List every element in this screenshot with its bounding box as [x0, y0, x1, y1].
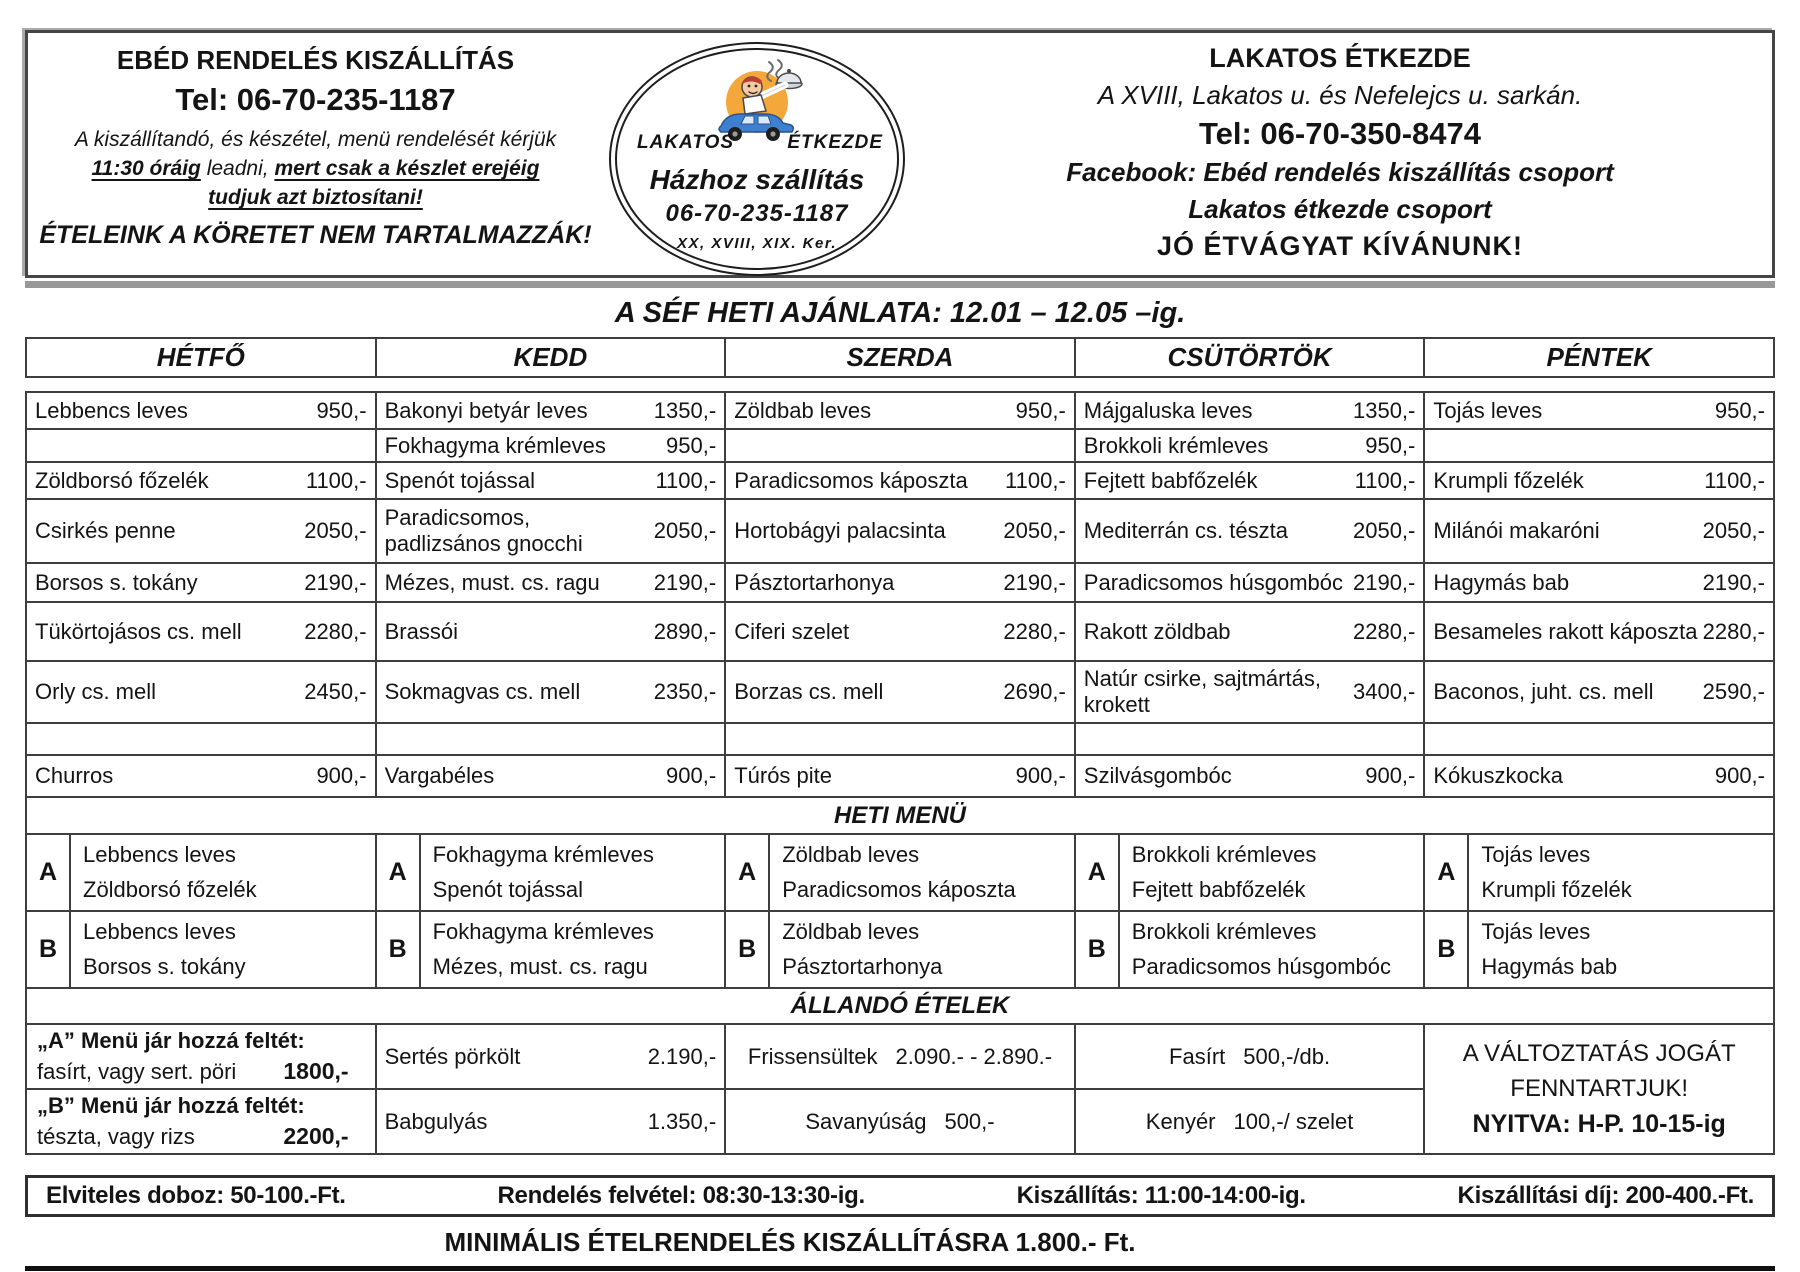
dish-price: 900,-: [1714, 763, 1765, 788]
logo-districts: XX, XVIII, XIX. Ker.: [676, 235, 838, 252]
set-menu-a-monday: [26, 834, 376, 911]
set-menu-item: Tojás leves: [1481, 842, 1591, 867]
weekly-offer-title: A SÉF HETI AJÁNLATA: 12.01 – 12.05 –ig.: [614, 297, 1186, 329]
bottom-rule: [25, 1266, 1775, 1271]
dish-name: Orly cs. mell: [35, 679, 156, 705]
standing-dish-cell: [376, 1089, 726, 1154]
set-menu-item: Hagymás bab: [1481, 954, 1618, 979]
menu-a-price: 1800,-: [283, 1058, 349, 1084]
order-note-mid: leadni,: [206, 157, 269, 180]
delivery-hours: Kiszállítás: 11:00-14:00-ig.: [1016, 1182, 1306, 1209]
no-side-dish-note: ÉTELEINK A KÖRETET NEM TARTALMAZZÁK!: [39, 221, 592, 249]
dish-price: 2280,-: [1003, 618, 1066, 644]
dish-name: Pásztortarhonya: [734, 569, 895, 595]
set-menu-item: Fejtett babfőzelék: [1131, 877, 1306, 902]
menu-cell: [1075, 723, 1425, 755]
facebook-group-1: Facebook: Ebéd rendelés kiszállítás csoport: [1066, 157, 1614, 187]
logo-area: [603, 33, 908, 275]
menu-cell: [26, 723, 376, 755]
dish-price: 950,-: [1365, 432, 1416, 458]
set-menu-item: Brokkoli krémleves: [1131, 919, 1317, 944]
set-menu-b-wednesday: [725, 911, 1075, 988]
menu-cell: [1424, 462, 1774, 499]
menu-cell: [1424, 723, 1774, 755]
dish-price: 950,-: [1714, 397, 1765, 423]
dish-price: 900,-: [316, 763, 367, 788]
set-menu-item: Lebbencs leves: [83, 842, 236, 867]
dish-price: 2190,-: [1003, 569, 1066, 595]
set-menu-item: Krumpli főzelék: [1481, 877, 1632, 902]
menu-letter-a: A: [27, 835, 71, 910]
menu-cell: [26, 755, 376, 797]
menu-cell: [1424, 602, 1774, 661]
menu-b-price: 2200,-: [283, 1123, 349, 1149]
menu-cell: [725, 392, 1075, 429]
set-menu-item: Zöldborsó főzelék: [83, 877, 257, 902]
dish-name: Paradicsomos, padlizsános gnocchi: [384, 505, 583, 556]
menu-cell: [725, 563, 1075, 602]
dish-name: Vargabéles: [384, 763, 495, 789]
dish-name: Borzas cs. mell: [734, 679, 884, 705]
menu-letter-a: A: [1425, 835, 1469, 910]
menu-cell: [1075, 462, 1425, 499]
set-menu-a-wednesday: [725, 834, 1075, 911]
dish-name: Túrós pite: [734, 763, 833, 789]
menu-cell: [376, 723, 726, 755]
menu-a-topping-desc: fasírt, vagy sert. pöri: [37, 1059, 237, 1084]
dish-name: Bakonyi betyár leves: [384, 397, 588, 423]
day-header-friday: PÉNTEK: [1424, 338, 1774, 377]
menu-cell: [725, 661, 1075, 723]
menu-cell: [1424, 429, 1774, 462]
set-menu-item: Lebbencs leves: [83, 919, 236, 944]
menu-cell: [26, 499, 376, 563]
set-menu-item: Spenót tojással: [432, 877, 584, 902]
dish-name: Babgulyás: [384, 1108, 488, 1134]
bon-appetit-note: JÓ ÉTVÁGYAT KÍVÁNUNK!: [1156, 231, 1524, 261]
dish-name: Fejtett babfőzelék: [1083, 467, 1258, 493]
dish-price: 1100,-: [1005, 467, 1066, 493]
dish-name: Kókuszkocka: [1433, 763, 1563, 789]
dish-price: 2280,-: [1352, 618, 1416, 644]
dish-price: 1100,-: [1704, 467, 1765, 493]
menu-cell: [1075, 429, 1425, 462]
dish-price: 1100,-: [305, 467, 367, 493]
set-menu-b-tuesday: [376, 911, 726, 988]
set-menu-a-tuesday: [376, 834, 726, 911]
menu-cell: [26, 392, 376, 429]
dish-name: Tojás leves: [1433, 397, 1543, 423]
dish-name: Fokhagyma krémleves: [384, 432, 606, 458]
dish-name: Savanyúság: [805, 1108, 927, 1134]
dish-price: 500,-: [944, 1108, 995, 1134]
menu-cell: [376, 755, 726, 797]
dish-name: Hortobágyi palacsinta: [734, 518, 946, 544]
dish-name: Fasírt: [1169, 1043, 1226, 1069]
dish-name: Krumpli főzelék: [1433, 467, 1584, 493]
set-menu-item: Borsos s. tokány: [83, 954, 246, 979]
menu-a-topping-cell: [26, 1024, 376, 1089]
dish-price: 2450,-: [304, 679, 367, 704]
dish-name: Zöldborsó főzelék: [35, 467, 209, 493]
header-box: [25, 30, 1775, 278]
menu-cell: [1075, 499, 1425, 563]
day-header-thursday: CSÜTÖRTÖK: [1075, 338, 1425, 377]
dish-price: 1.350,-: [647, 1108, 717, 1134]
dish-name: Churros: [35, 763, 114, 789]
dish-price: 2280,-: [304, 618, 367, 644]
set-menu-item: Pásztortarhonya: [782, 954, 943, 979]
delivery-phone: Tel: 06-70-235-1187: [175, 82, 456, 117]
set-menu-b-friday: [1424, 911, 1774, 988]
menu-b-topping-title: „B” Menü jár hozzá feltét:: [37, 1093, 305, 1118]
weekly-menu-table: [25, 391, 1775, 1155]
dish-name: Lebbencs leves: [35, 397, 188, 423]
menu-cell: [1424, 755, 1774, 797]
set-menu-a-thursday: [1075, 834, 1425, 911]
menu-cell: [1075, 661, 1425, 723]
set-menu-item: Tojás leves: [1481, 919, 1591, 944]
dish-price: 2190,-: [1702, 569, 1765, 595]
dish-price: 1350,-: [1352, 397, 1416, 423]
day-header-wednesday: SZERDA: [725, 338, 1075, 377]
footer-info-bar: [25, 1175, 1775, 1217]
dish-name: Májgaluska leves: [1083, 397, 1253, 423]
order-note-line1: A kiszállítandó, és készétel, menü rendelését kérjük: [74, 128, 557, 151]
dish-name: Besameles rakott káposzta: [1433, 618, 1698, 644]
dish-name: Brokkoli krémleves: [1083, 432, 1269, 458]
standing-dishes-label: ÁLLANDÓ ÉTELEK: [26, 988, 1774, 1024]
menu-cell: [725, 755, 1075, 797]
menu-letter-a: A: [377, 835, 421, 910]
header-shadow-band: [25, 281, 1775, 288]
dish-price: 900,-: [1015, 763, 1066, 788]
dish-price: 2590,-: [1702, 679, 1765, 704]
menu-cell: [26, 462, 376, 499]
menu-cell: [376, 661, 726, 723]
dish-price: 2.190,-: [647, 1043, 717, 1069]
dish-price: 2280,-: [1702, 618, 1765, 644]
menu-letter-b: B: [1076, 912, 1120, 987]
dish-price: 900,-: [666, 763, 717, 788]
menu-cell: [725, 429, 1075, 462]
dish-price: 1100,-: [655, 467, 717, 493]
set-menu-item: Fokhagyma krémleves: [432, 919, 654, 944]
menu-cell: [376, 392, 726, 429]
menu-cell: [1075, 563, 1425, 602]
menu-letter-a: A: [1076, 835, 1120, 910]
logo-word-lakatos: LAKATOS: [637, 132, 735, 153]
order-note-line3: tudjuk azt biztosítani!: [208, 186, 423, 209]
takeaway-box-fee: Elviteles doboz: 50-100.-Ft.: [46, 1182, 346, 1209]
set-menu-item: Zöldbab leves: [782, 919, 920, 944]
logo-oval: [609, 42, 905, 276]
dish-price: 2050,-: [653, 518, 717, 543]
dish-name: Szilvásgombóc: [1083, 763, 1232, 789]
menu-cell: [376, 499, 726, 563]
menu-cell: [26, 429, 376, 462]
dish-price: 500,-/db.: [1243, 1043, 1331, 1069]
logo-tagline: Házhoz szállítás: [649, 164, 865, 195]
dish-name: Kenyér: [1145, 1108, 1216, 1134]
dish-price: 100,-/ szelet: [1233, 1108, 1354, 1134]
logo-phone: 06-70-235-1187: [665, 200, 849, 227]
menu-letter-b: B: [726, 912, 770, 987]
menu-cell: [725, 499, 1075, 563]
menu-cell: [376, 462, 726, 499]
menu-b-topping-desc: tészta, vagy rizs: [37, 1124, 195, 1149]
menu-cell: [725, 723, 1075, 755]
dish-name: Spenót tojással: [384, 467, 536, 493]
dish-price: 900,-: [1365, 763, 1416, 788]
restaurant-name: LAKATOS ÉTKEZDE: [1209, 43, 1471, 73]
dish-name: Ciferi szelet: [734, 618, 850, 644]
set-menu-item: Zöldbab leves: [782, 842, 920, 867]
menu-cell: [725, 462, 1075, 499]
dish-name: Frissensültek: [747, 1043, 878, 1069]
standing-dish-cell: [1075, 1089, 1425, 1154]
dish-price: 2050,-: [1352, 518, 1416, 543]
deadline-text: 11:30 óráig: [91, 157, 201, 180]
menu-cell: [1424, 563, 1774, 602]
menu-letter-b: B: [1425, 912, 1469, 987]
set-menu-b-thursday: [1075, 911, 1425, 988]
dish-name: Hagymás bab: [1433, 569, 1570, 595]
standing-dish-cell: [376, 1024, 726, 1089]
facebook-group-2: Lakatos étkezde csoport: [1188, 194, 1492, 224]
dish-price: 950,-: [316, 397, 367, 423]
menu-cell: [725, 602, 1075, 661]
day-header-tuesday: KEDD: [376, 338, 726, 377]
dish-price: 950,-: [666, 432, 717, 458]
change-notice-line1: A VÁLTOZTATÁS JOGÁT: [1462, 1039, 1736, 1067]
minimum-order-line: MINIMÁLIS ÉTELRENDELÉS KISZÁLLÍTÁSRA 1.800.- Ft.: [444, 1227, 1136, 1257]
dish-price: 2690,-: [1003, 679, 1066, 704]
menu-b-topping-cell: [26, 1089, 376, 1154]
dish-name: Milánói makaróni: [1433, 518, 1600, 544]
menu-a-topping-title: „A” Menü jár hozzá feltét:: [37, 1028, 305, 1053]
dish-price: 2190,-: [653, 569, 717, 595]
menu-cell: [1424, 392, 1774, 429]
day-header-monday: HÉTFŐ: [26, 338, 376, 377]
day-header-table: [25, 337, 1775, 378]
menu-cell: [376, 563, 726, 602]
standing-dish-cell: [725, 1089, 1075, 1154]
opening-hours: NYITVA: H-P. 10-15-ig: [1472, 1109, 1726, 1138]
set-menu-b-monday: [26, 911, 376, 988]
delivery-heading: EBÉD RENDELÉS KISZÁLLÍTÁS: [116, 45, 515, 75]
dish-price: 2350,-: [653, 679, 717, 704]
dish-name: Zöldbab leves: [734, 397, 872, 423]
dish-price: 2050,-: [1702, 518, 1765, 543]
dish-name: Brassói: [384, 618, 458, 644]
set-menu-item: Paradicsomos húsgombóc: [1131, 954, 1392, 979]
menu-cell: [1075, 602, 1425, 661]
standing-dish-cell: [1075, 1024, 1425, 1089]
delivery-fee: Kiszállítási díj: 200-400.-Ft.: [1457, 1182, 1754, 1209]
set-menu-item: Mézes, must. cs. ragu: [432, 954, 648, 979]
set-menu-a-friday: [1424, 834, 1774, 911]
menu-letter-a: A: [726, 835, 770, 910]
dish-price: 2190,-: [304, 569, 367, 595]
order-taking-hours: Rendelés felvétel: 08:30-13:30-ig.: [497, 1182, 865, 1209]
dish-price: 3400,-: [1352, 679, 1416, 704]
menu-cell: [1075, 755, 1425, 797]
dish-price: 2.090.- - 2.890.-: [895, 1043, 1053, 1069]
menu-cell: [1424, 499, 1774, 563]
dish-name: Sokmagvas cs. mell: [384, 679, 581, 705]
restaurant-phone: Tel: 06-70-350-8474: [1198, 116, 1482, 151]
menu-letter-b: B: [27, 912, 71, 987]
set-menu-item: Paradicsomos káposzta: [782, 877, 1016, 902]
dish-price: 1350,-: [653, 397, 717, 423]
stock-warning-text: mert csak a készlet erejéig: [274, 157, 540, 180]
menu-cell: [1424, 661, 1774, 723]
set-menu-item: Brokkoli krémleves: [1131, 842, 1317, 867]
dish-name: Csirkés penne: [35, 518, 176, 544]
dish-name: Sertés pörkölt: [384, 1043, 521, 1069]
dish-price: 950,-: [1015, 397, 1066, 423]
dish-name: Baconos, juht. cs. mell: [1433, 679, 1654, 705]
dish-name: Borsos s. tokány: [35, 569, 198, 595]
menu-cell: [376, 602, 726, 661]
set-menu-item: Fokhagyma krémleves: [432, 842, 654, 867]
restaurant-address: A XVIII, Lakatos u. és Nefelejcs u. sarkán.: [1097, 80, 1583, 110]
dish-name: Natúr csirke, sajtmártás, krokett: [1083, 666, 1321, 717]
dish-name: Paradicsomos húsgombóc: [1083, 569, 1344, 595]
menu-cell: [26, 563, 376, 602]
dish-price: 2190,-: [1352, 569, 1416, 595]
menu-cell: [26, 602, 376, 661]
dish-name: Rakott zöldbab: [1083, 618, 1231, 644]
menu-cell: [26, 661, 376, 723]
menu-letter-b: B: [377, 912, 421, 987]
change-notice-line2: FENNTARTJUK!: [1510, 1074, 1689, 1102]
header-left-block: [28, 33, 603, 275]
menu-cell: [1075, 392, 1425, 429]
dish-name: Mediterrán cs. tészta: [1083, 518, 1288, 544]
dish-name: Paradicsomos káposzta: [734, 467, 968, 493]
dish-name: Mézes, must. cs. ragu: [384, 569, 600, 595]
menu-cell: [376, 429, 726, 462]
standing-dish-cell: [725, 1024, 1075, 1089]
header-right-block: [908, 33, 1772, 275]
dish-name: Tükörtojásos cs. mell: [35, 618, 242, 644]
dish-price: 2050,-: [1003, 518, 1066, 543]
logo-word-etkezde: ÉTKEZDE: [787, 132, 883, 153]
dish-price: 2050,-: [304, 518, 367, 543]
order-note-line2: [28, 154, 603, 183]
dish-price: 2890,-: [653, 618, 717, 644]
weekly-set-menu-label: HETI MENÜ: [26, 797, 1774, 834]
change-notice-cell: [1424, 1024, 1774, 1154]
dish-price: 1100,-: [1354, 467, 1416, 493]
